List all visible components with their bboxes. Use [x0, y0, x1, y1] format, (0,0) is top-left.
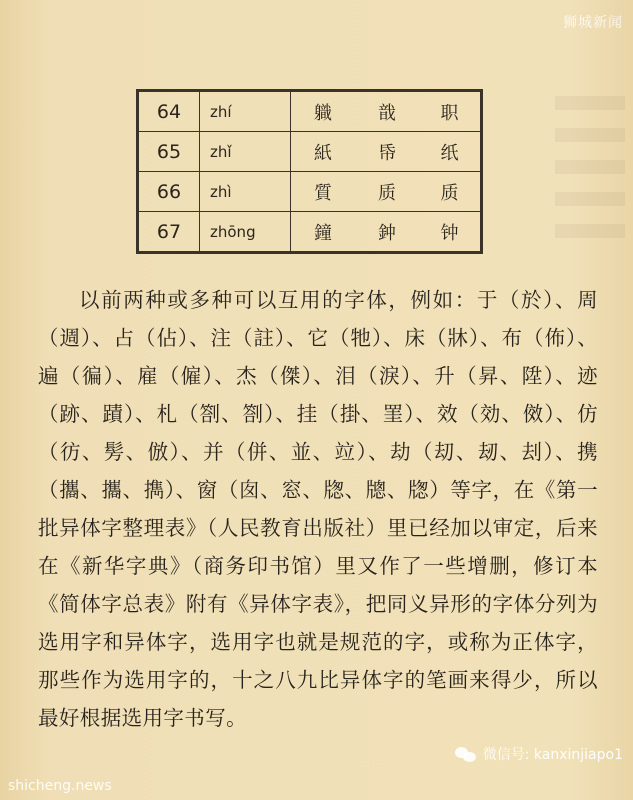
variant-char: 质	[355, 172, 419, 212]
watermark-site: shicheng.news	[8, 778, 112, 794]
bleed-through-text	[555, 128, 625, 142]
watermark-wechat	[455, 744, 623, 764]
character-table	[136, 89, 483, 254]
table-row	[139, 92, 481, 132]
variant-char: 帋	[355, 132, 419, 172]
traditional-char: 鐘	[291, 212, 356, 252]
variant-char: 戠	[355, 92, 419, 132]
traditional-char: 質	[291, 172, 356, 212]
wechat-icon	[455, 745, 477, 763]
row-number: 66	[139, 172, 200, 212]
row-number: 65	[139, 132, 200, 172]
table-row	[139, 172, 481, 212]
paragraph: 以前两种或多种可以互用的字体，例如：于（於）、周（週）、占（佔）、注（註）、它（牠）、床（牀）、布（佈）、遍（徧）、雇（僱）、杰（傑）、泪（淚）、升（昇、陞）、迹（跡、蹟）、札（劄、劄）、挂（掛、罣）、效（効、傚）、仿（彷、髣、倣）、并（併、並、竝）、劫（刧、刼、刦）、携（攜、攜、擕）、窗（囱、窓、牎、牕、牎）等字，在《第一批异体字整理表》（人民教育出版社）里已经加以审定，后来在《新华字典》（商务印书馆）里又作了一些增删，修订本《简体字总表》附有《异体字表》，把同义异形的字体分列为选用字和异体字，选用字也就是规范的字，或称为正体字，那些作为选用字的，十之八九比异体字的笔画来得少，所以最好根据选用字书写。	[38, 288, 598, 730]
variant-char: 鈡	[355, 212, 419, 252]
standard-char: 质	[419, 172, 481, 212]
pinyin: zhì	[200, 172, 291, 212]
traditional-char: 紙	[291, 132, 356, 172]
bleed-through-text	[555, 224, 625, 238]
pinyin: zhí	[200, 92, 291, 132]
table-row	[139, 132, 481, 172]
traditional-char: 軄	[291, 92, 356, 132]
table-row	[139, 212, 481, 252]
body-text	[38, 281, 598, 737]
standard-char: 钟	[419, 212, 481, 252]
pinyin: zhǐ	[200, 132, 291, 172]
pinyin: zhōng	[200, 212, 291, 252]
wechat-id: 微信号: kanxinjiapo1	[482, 747, 623, 763]
bleed-through-text	[555, 160, 625, 174]
row-number: 64	[139, 92, 200, 132]
bleed-through-text	[555, 192, 625, 206]
standard-char: 纸	[419, 132, 481, 172]
watermark-top: 狮城新闻	[563, 15, 623, 31]
row-number: 67	[139, 212, 200, 252]
bleed-through-text	[555, 96, 625, 110]
character-table-grid	[138, 91, 481, 252]
standard-char: 职	[419, 92, 481, 132]
